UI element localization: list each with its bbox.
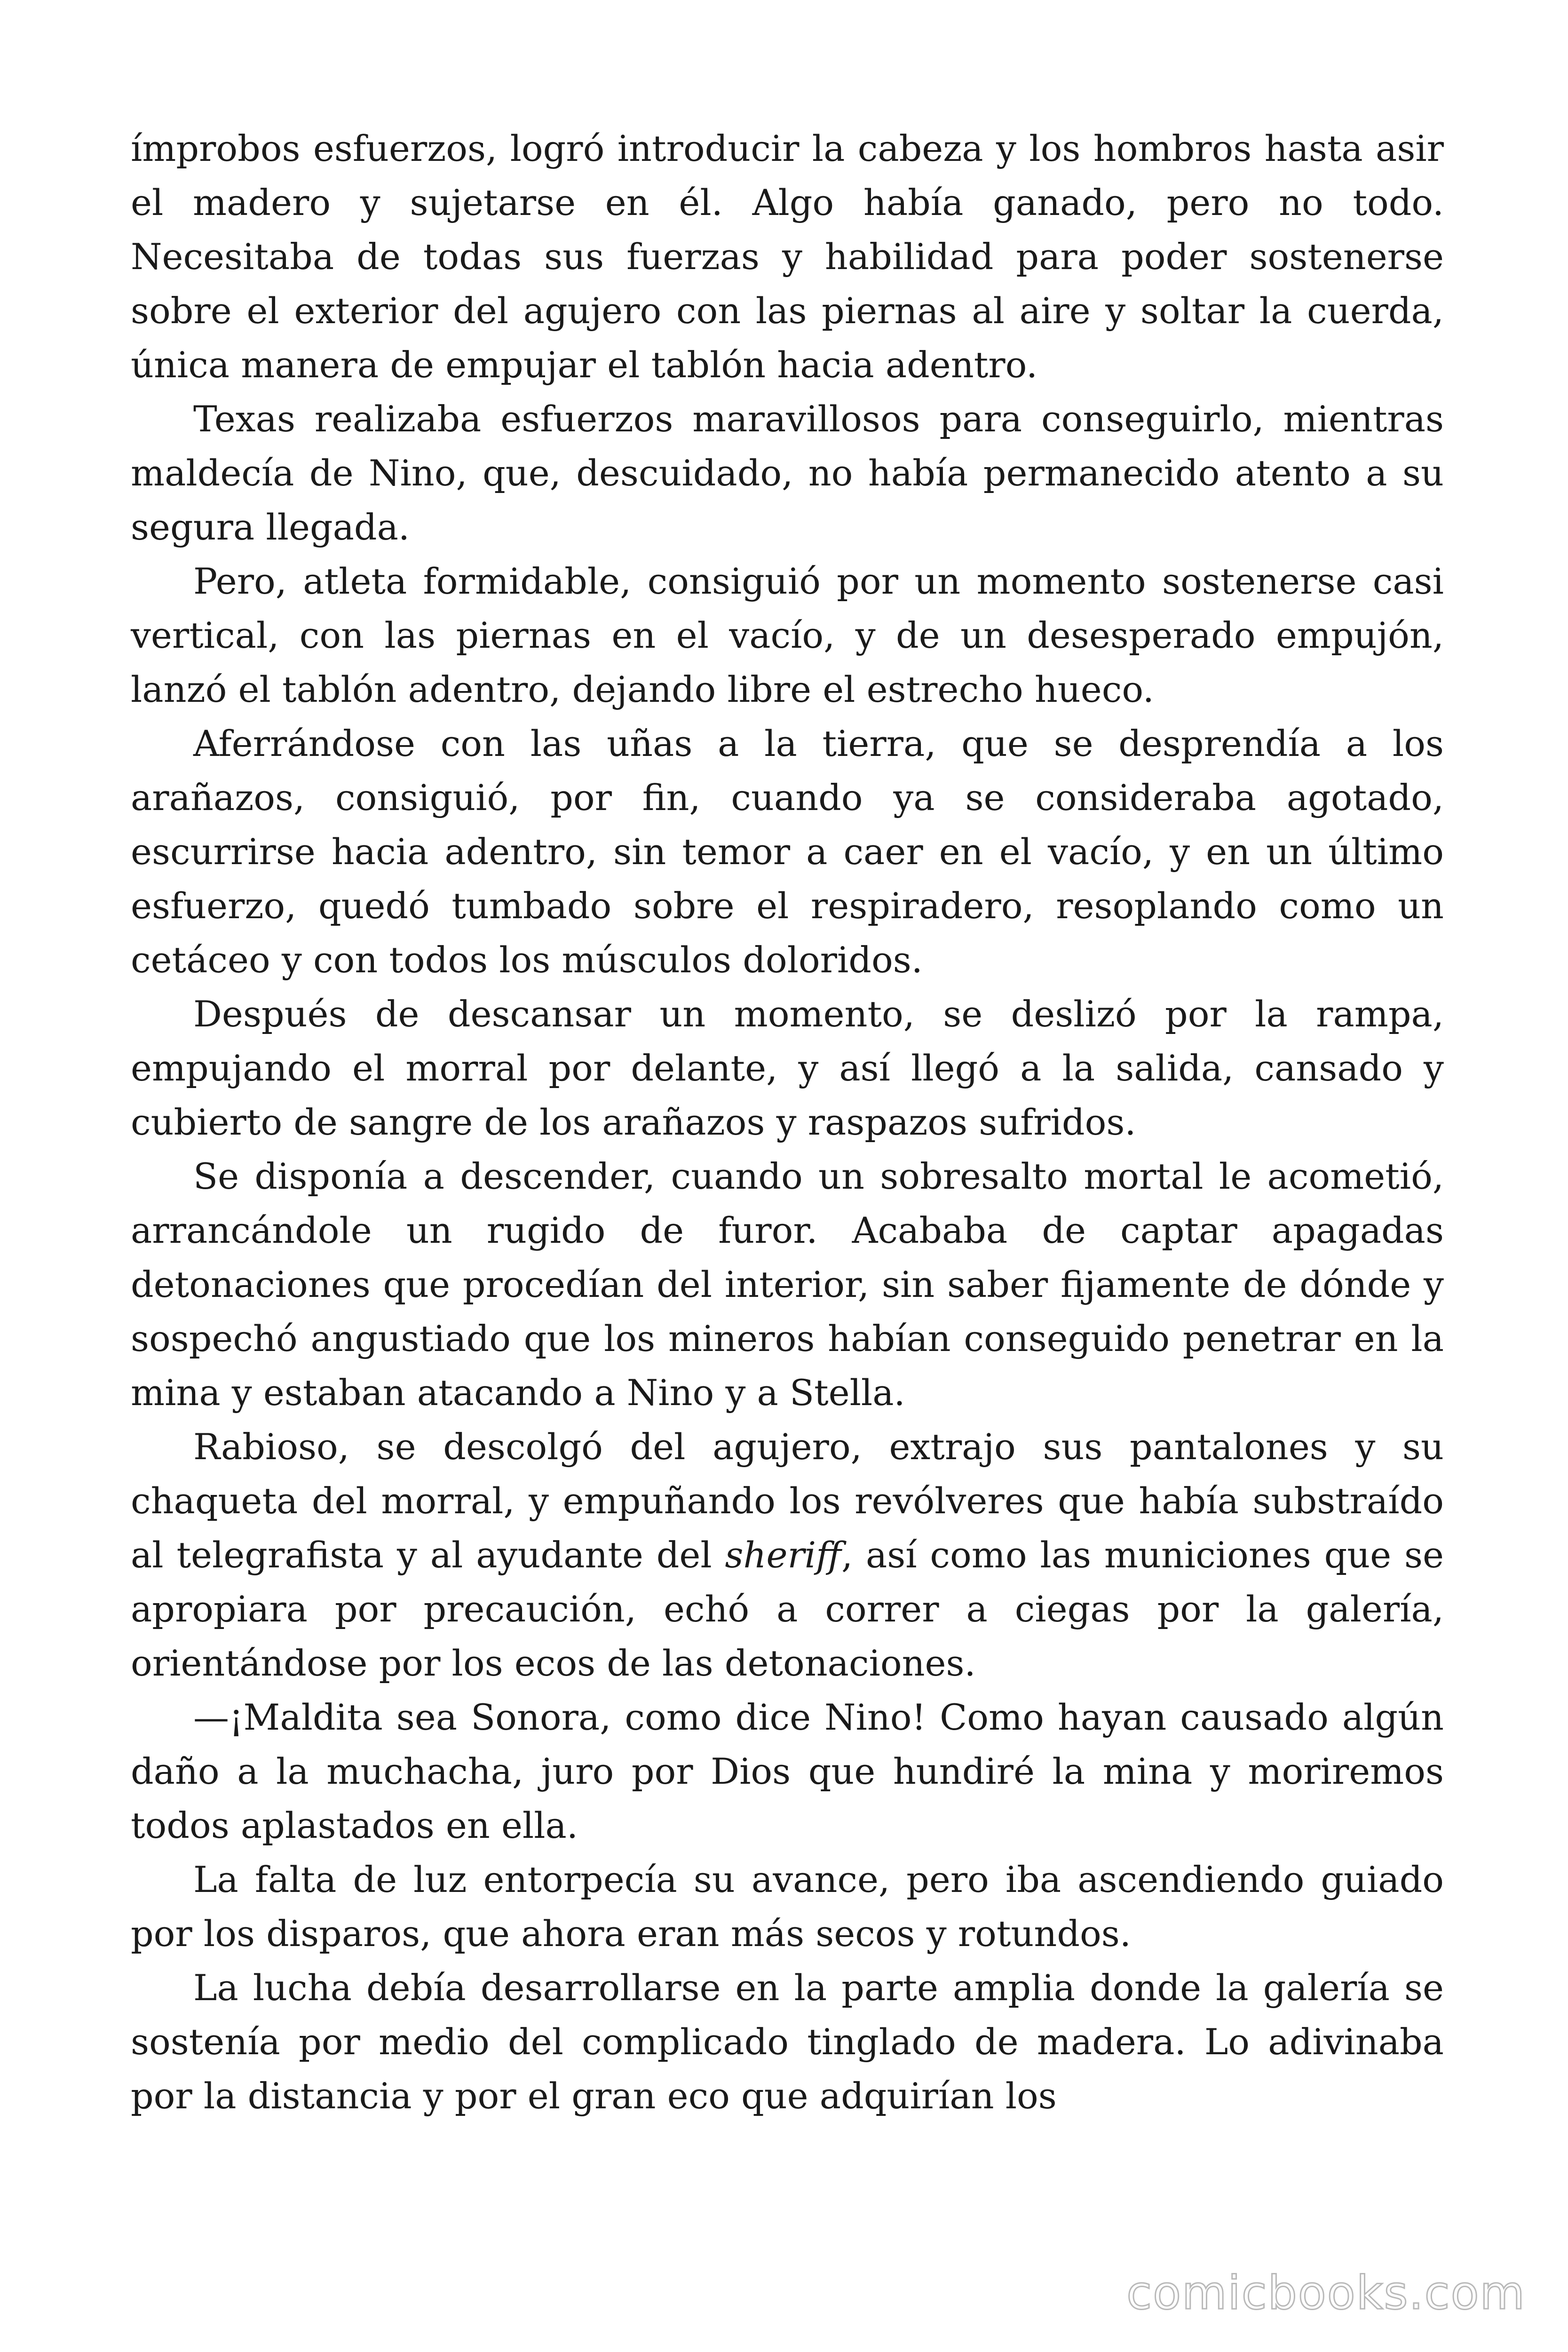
book-page-text: [131, 121, 1444, 2123]
paragraph-6: Se disponía a descender, cuando un sobresalto mortal le acometió, arrancándole un rugido de furor. Acababa de captar apagadas detonaciones que procedían del interior, sin saber fijamente de dónde y sospechó angustiado que los mineros habían conseguido penetrar en la mina y estaban atacando a Nino y a Stella.: [131, 1155, 1444, 1414]
paragraph-3: Pero, atleta formidable, consiguió por un momento sostenerse casi vertical, con las piernas en el vacío, y de un desesperado empujón, lanzó el tablón adentro, dejando libre el estrecho hueco.: [131, 560, 1444, 710]
paragraph-2: Texas realizaba esfuerzos maravillosos para conseguirlo, mientras maldecía de Nino, que, descuidado, no había permanecido atento a su segura llegada.: [131, 398, 1444, 548]
watermark: comicbooks.com: [1126, 2266, 1526, 2320]
paragraph-5: Después de descansar un momento, se deslizó por la rampa, empujando el morral por delante, y así llegó a la salida, cansado y cubierto de sangre de los arañazos y raspazos sufridos.: [131, 993, 1444, 1143]
paragraph-7-italic-word: sheriff: [725, 1534, 841, 1576]
paragraph-1: ímprobos esfuerzos, logró introducir la cabeza y los hombros hasta asir el madero y sujetarse en él. Algo había ganado, pero no todo. Necesitaba de todas sus fuerzas y habilidad para poder sostenerse sobre el exterior del agujero con las piernas al aire y soltar la cuerda, única manera de empujar el tablón hacia adentro.: [131, 127, 1444, 386]
paragraph-7-text-after: , así como las municiones que se apropiara por precaución, echó a correr a ciegas por la galería, orientándose por los ecos de las detonaciones.: [131, 1534, 1444, 1684]
paragraph-4: Aferrándose con las uñas a la tierra, que se desprendía a los arañazos, consiguió, por fin, cuando ya se consideraba agotado, escurrirse hacia adentro, sin temor a caer en el vacío, y en un último esfuerzo, quedó tumbado sobre el respiradero, resoplando como un cetáceo y con todos los músculos doloridos.: [131, 723, 1444, 981]
paragraph-10: La lucha debía desarrollarse en la parte amplia donde la galería se sostenía por medio del complicado tinglado de madera. Lo adivinaba por la distancia y por el gran eco que adquirían los: [131, 1967, 1444, 2117]
paragraph-9: La falta de luz entorpecía su avance, pero iba ascendiendo guiado por los disparos, que ahora eran más secos y rotundos.: [131, 1859, 1444, 1955]
paragraph-7: [131, 1420, 1444, 1690]
paragraph-8: —¡Maldita sea Sonora, como dice Nino! Como hayan causado algún daño a la muchacha, juro por Dios que hundiré la mina y moriremos todos aplastados en ella.: [131, 1696, 1444, 1846]
paragraph-7-text-before: Rabioso, se descolgó del agujero, extrajo sus pantalones y su chaqueta del morral, y empuñando los revólveres que había substraído al telegrafista y al ayudante del: [131, 1426, 1444, 1576]
